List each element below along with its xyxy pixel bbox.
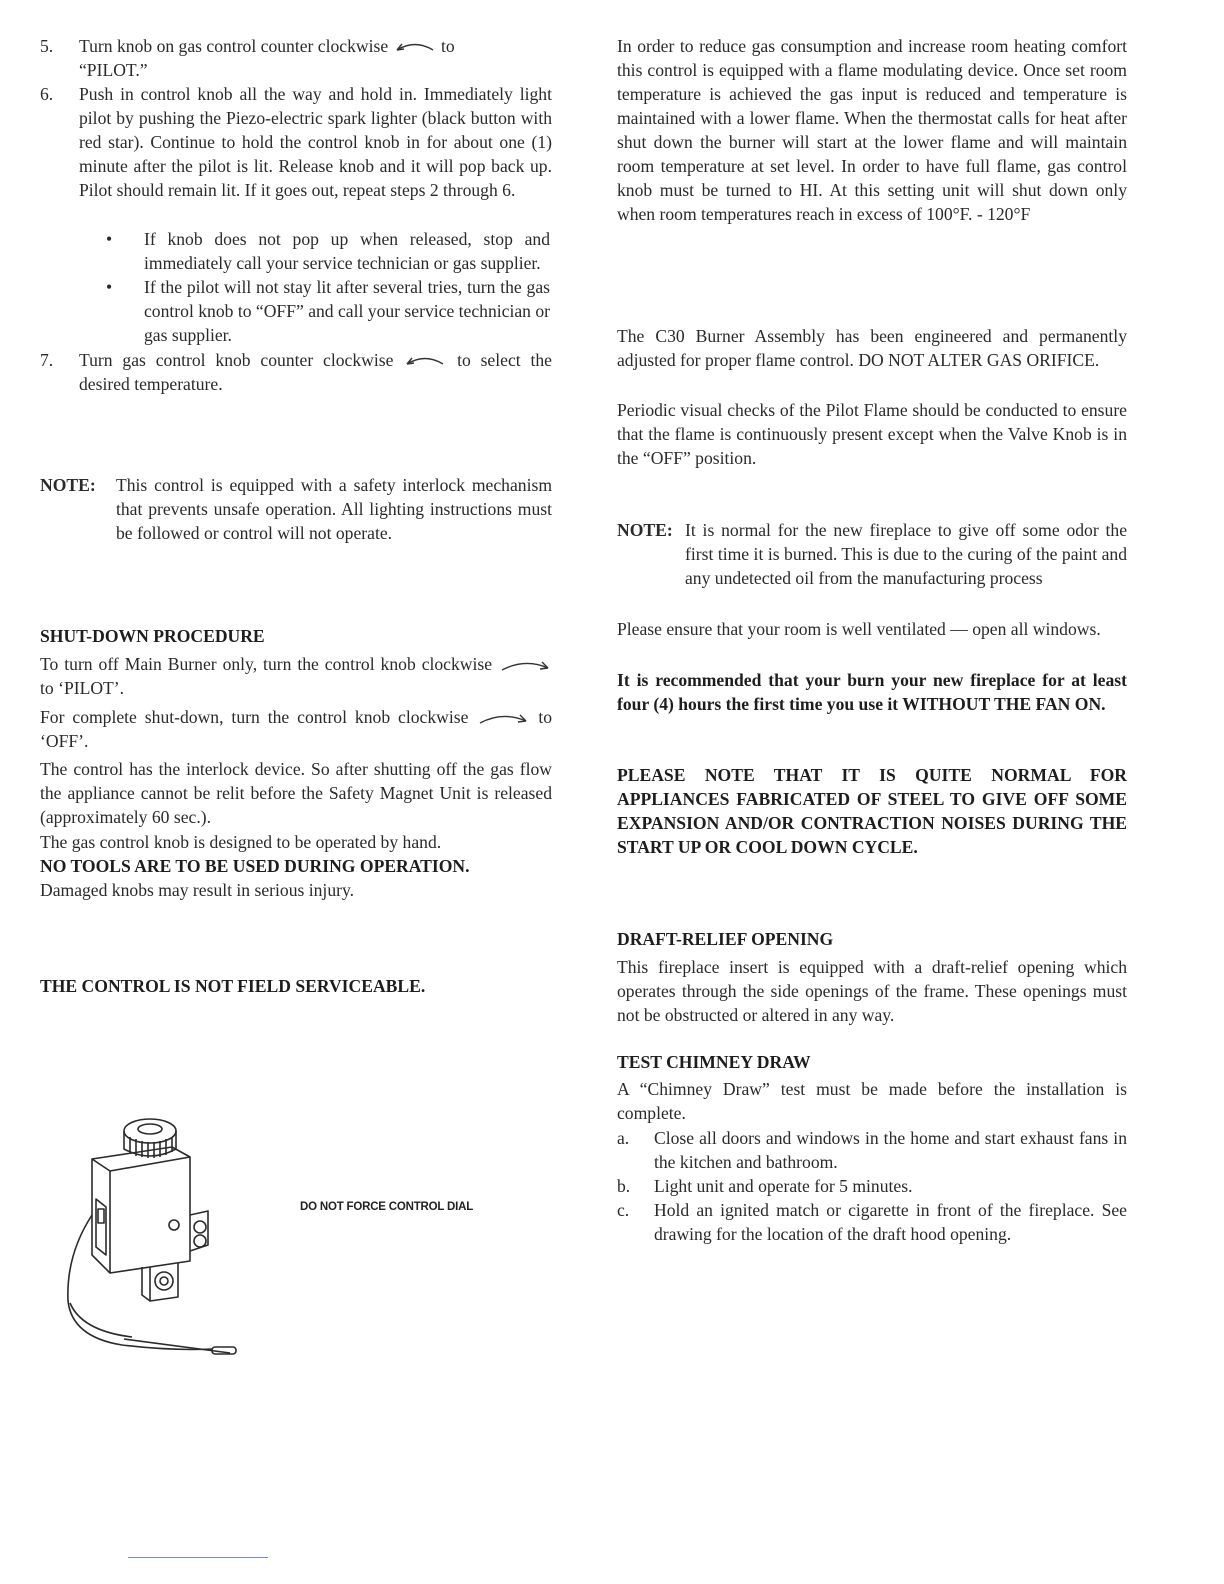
- burner-assembly-paragraph: The C30 Burner Assembly has been engineered and permanently adjusted for proper flame control. DO NOT ALTER GAS ORIFICE.: [617, 326, 1127, 370]
- step-text: Close all doors and windows in the home and start exhaust fans in the kitchen and bathroom.: [654, 1128, 1127, 1172]
- note-label: NOTE:: [617, 520, 673, 540]
- pilot-checks-paragraph: Periodic visual checks of the Pilot Flame should be conducted to ensure that the flame is continuously present except when the Valve Knob is in the “OFF” position.: [617, 400, 1127, 468]
- note-text: This control is equipped with a safety interlock mechanism that prevents unsafe operation. All lighting instructions must be followed or control will not operate.: [116, 475, 552, 543]
- shutdown-knob-note: [40, 830, 552, 902]
- ventilate-paragraph: Please ensure that your room is well ventilated — open all windows.: [617, 619, 1101, 639]
- not-serviceable-heading: THE CONTROL IS NOT FIELD SERVICEABLE.: [40, 976, 426, 996]
- chimney-draw-heading: TEST CHIMNEY DRAW: [617, 1052, 811, 1072]
- step-number: 5.: [40, 36, 54, 56]
- step-5: [40, 34, 552, 82]
- bullet-glyph: •: [106, 229, 113, 249]
- step-6-bullet-2: [106, 275, 550, 347]
- shutdown-interlock: The control has the interlock device. So after shutting off the gas flow the appliance cannot be relit before the Safety Magnet Unit is released (approximately 60 sec.).: [40, 759, 552, 827]
- chimney-step-a: [617, 1126, 1127, 1174]
- step-label: a.: [617, 1128, 630, 1148]
- step-number: 7.: [40, 350, 54, 370]
- bottom-rule: [128, 1557, 268, 1558]
- knob-note-text: The gas control knob is designed to be operated by hand.: [40, 832, 442, 852]
- step-text: Turn gas control knob counter clockwise: [79, 350, 394, 370]
- shutdown-main-burner: [40, 652, 552, 700]
- counter-clockwise-arrow-icon: [403, 355, 447, 369]
- note-interlock: [40, 473, 552, 545]
- step-number: 6.: [40, 84, 54, 104]
- step-text-tail: to select the desired temperature.: [79, 350, 552, 394]
- damaged-knobs-text: Damaged knobs may result in serious injury.: [40, 880, 355, 900]
- gas-control-valve-illustration: [62, 1105, 248, 1365]
- flame-modulation-paragraph: In order to reduce gas consumption and increase room heating comfort this control is equipped with a flame modulating device. Once set room temperature is achieved the gas input is reduced and temperature is maintained with a lower flame. When the thermostat calls for heat after shut down the burner will start at the lower flame and will maintain room temperature at set level. In order to have full flame, gas control knob must be turned to HI. At this setting unit will shut down only when room temperatures reach in excess of 100°F. - 120°F: [617, 36, 1127, 224]
- step-7: [40, 348, 552, 396]
- clockwise-arrow-icon: [498, 659, 552, 673]
- expansion-noise-note: PLEASE NOTE THAT IT IS QUITE NORMAL FOR APPLIANCES FABRICATED OF STEEL TO GIVE OFF SOME EXPANSION AND/OR CONTRACTION NOISES DURING THE START UP OR COOL DOWN CYCLE.: [617, 765, 1127, 857]
- shutdown-main-burner-tail: to ‘PILOT’.: [40, 678, 125, 698]
- bullet-text: If the pilot will not stay lit after several tries, turn the gas control knob to “OFF” and call your service technician or gas supplier.: [144, 277, 550, 345]
- draft-relief-paragraph: This fireplace insert is equipped with a draft-relief opening which operates through the side openings of the frame. These openings must not be obstructed or altered in any way.: [617, 957, 1127, 1025]
- counter-clockwise-arrow-icon: [393, 41, 437, 55]
- step-text: Hold an ignited match or cigarette in front of the fireplace. See drawing for the location of the draft hood opening.: [654, 1200, 1127, 1244]
- note-odor: [617, 518, 1127, 590]
- shutdown-heading: SHUT-DOWN PROCEDURE: [40, 626, 265, 646]
- chimney-step-c: [617, 1198, 1127, 1246]
- step-6: [40, 82, 552, 202]
- chimney-draw-intro: A “Chimney Draw” test must be made before the installation is complete.: [617, 1079, 1127, 1123]
- step-text: Turn knob on gas control counter clockwise: [79, 36, 389, 56]
- step-6-bullet-1: [106, 227, 550, 275]
- note-text: It is normal for the new fireplace to give off some odor the first time it is burned. This is due to the curing of the paint and any undetected oil from the manufacturing process: [685, 520, 1127, 588]
- shutdown-complete-tail: to ‘OFF’.: [40, 707, 552, 751]
- shutdown-main-burner-text: To turn off Main Burner only, turn the control knob clockwise: [40, 654, 493, 674]
- step-text: Push in control knob all the way and hold in. Immediately light pilot by pushing the Piezo-electric spark lighter (black button with red star). Continue to hold the control knob in for about one (1) minute after the pilot is lit. Release knob and it will pop back up. Pilot should remain lit. If it goes out, repeat steps 2 through 6.: [79, 84, 552, 200]
- shutdown-complete: [40, 705, 552, 753]
- figure-caption: DO NOT FORCE CONTROL DIAL: [300, 1201, 474, 1213]
- bullet-text: If knob does not pop up when released, stop and immediately call your service technician or gas supplier.: [144, 229, 550, 273]
- note-label: NOTE:: [40, 475, 96, 495]
- step-label: b.: [617, 1176, 631, 1196]
- step-label: c.: [617, 1200, 630, 1220]
- step-text-line2: “PILOT.”: [79, 60, 148, 80]
- clockwise-arrow-icon: [476, 712, 530, 726]
- bullet-glyph: •: [106, 277, 113, 297]
- burn-recommendation: It is recommended that your burn your new fireplace for at least four (4) hours the first time you use it WITHOUT THE FAN ON.: [617, 670, 1127, 714]
- step-text: Light unit and operate for 5 minutes.: [654, 1176, 913, 1196]
- shutdown-complete-text: For complete shut-down, turn the control knob clockwise: [40, 707, 469, 727]
- chimney-step-b: [617, 1174, 1127, 1198]
- step-text-tail: to: [440, 36, 455, 56]
- no-tools-warning: NO TOOLS ARE TO BE USED DURING OPERATION.: [40, 856, 470, 876]
- draft-relief-heading: DRAFT-RELIEF OPENING: [617, 929, 834, 949]
